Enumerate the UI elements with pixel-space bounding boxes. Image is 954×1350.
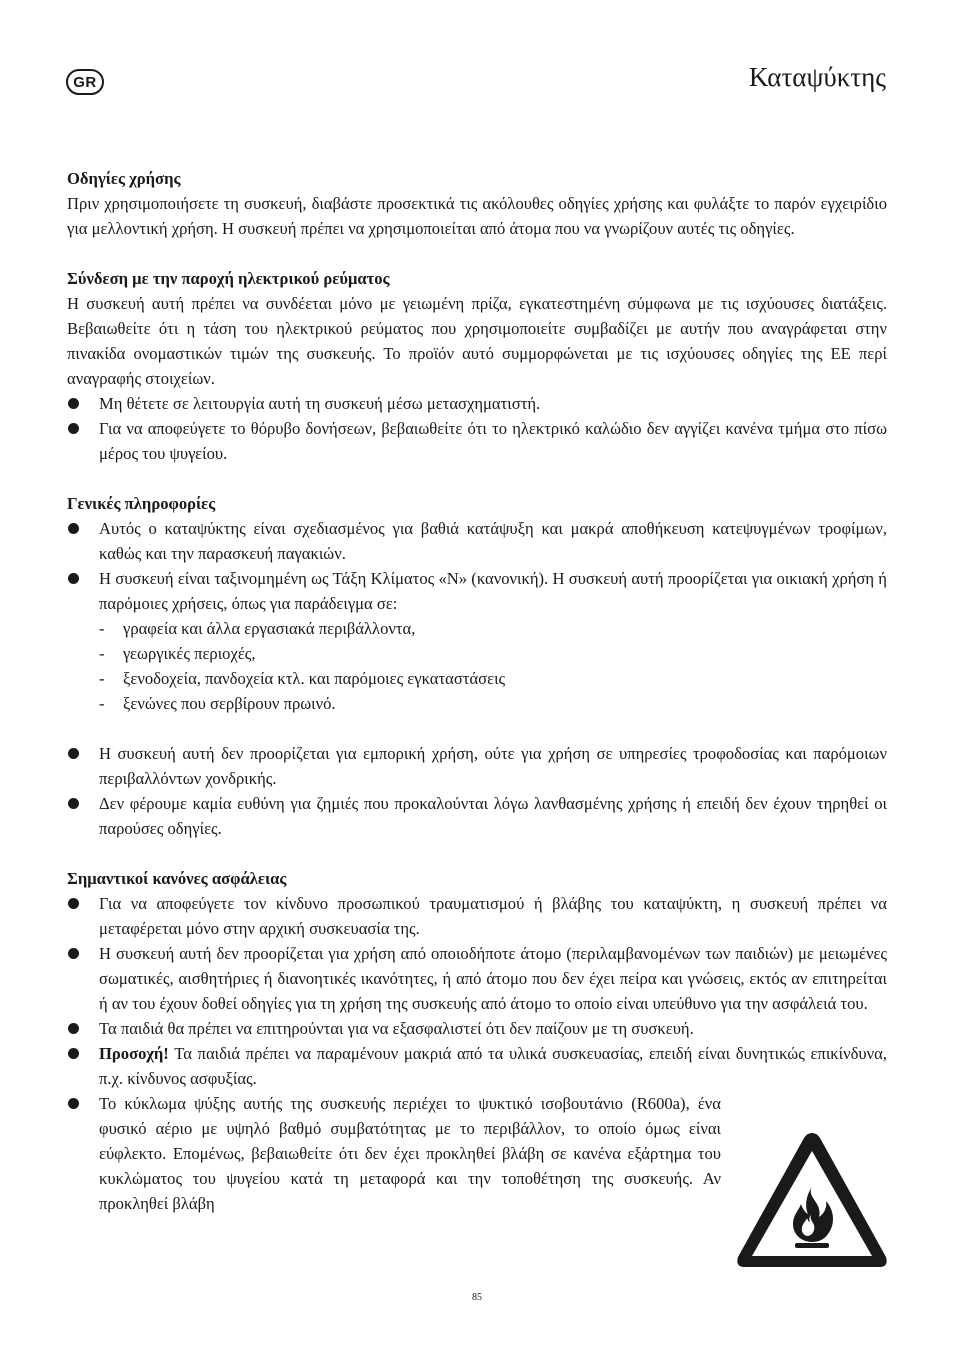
flame-base [795, 1243, 829, 1248]
bullet-item: Η συσκευή είναι ταξινομημένη ως Τάξη Κλίματος «N» (κανονική). Η συσκευή αυτή προορίζεται για οικιακή χρήση ή παρόμοιες χρήσεις, όπως για παράδειγμα σε: [67, 566, 887, 616]
bullet-item-caution [67, 1041, 887, 1091]
caution-label: Προσοχή! [99, 1044, 169, 1063]
page-title: Καταψύκτης [748, 62, 886, 92]
bullet-item: Για να αποφεύγετε το θόρυβο δονήσεων, βεβαιωθείτε ότι το ηλεκτρικό καλώδιο δεν αγγίζει κανένα τμήμα στο πίσω μέρος του ψυγείου. [67, 416, 887, 466]
section-heading: Σημαντικοί κανόνες ασφάλειας [67, 869, 287, 888]
section-heading: Γενικές πληροφορίες [67, 494, 216, 513]
bullet-item: Για να αποφεύγετε τον κίνδυνο προσωπικού τραυματισμού ή βλάβης του καταψύκτη, η συσκευή πρέπει να μεταφέρεται μόνο στην αρχική συσκευασία της. [67, 891, 887, 941]
bullet-list [67, 741, 887, 841]
section-usage [67, 166, 887, 241]
language-badge: GR [66, 69, 104, 95]
section-paragraph: Η συσκευή αυτή πρέπει να συνδέεται μόνο με γειωμένη πρίζα, εγκατεστημένη σύμφωνα με τις ισχύουσες διατάξεις. Βεβαιωθείτε ότι η τάση του ηλεκτρικού ρεύματος που χρησιμοποιείτε συμβαδίζει με αυτήν που αναγράφεται στην πινακίδα ονομαστικών τιμών της συσκευής. Το προϊόν αυτό συμμορφώνεται με τις ισχύουσες οδηγίες της ΕΕ περί αναγραφής στοιχείων. [67, 294, 887, 388]
dash-item: - ξενώνες που σερβίρουν πρωινό. [99, 691, 887, 716]
bullet-item: Μη θέτετε σε λειτουργία αυτή τη συσκευή μέσω μετασχηματιστή. [67, 391, 887, 416]
section-general [67, 491, 887, 841]
caution-text: Τα παιδιά πρέπει να παραμένουν μακριά από τα υλικά συσκευασίας, επειδή είναι δυνητικώς επικίνδυνα, π.χ. κίνδυνος ασφυξίας. [99, 1044, 887, 1088]
bullet-item: Δεν φέρουμε καμία ευθύνη για ζημιές που προκαλούνται λόγω λανθασμένης χρήσης ή επειδή δεν έχουν τηρηθεί οι παρούσες οδηγίες. [67, 791, 887, 841]
bullet-item: Η συσκευή αυτή δεν προορίζεται για χρήση από οποιοδήποτε άτομο (περιλαμβανομένων των παιδιών) με μειωμένες σωματικές, αισθητήριες ή διανοητικές ικανότητες, ή από άτομο που δεν έχει πείρα και γνώσεις, εκτός αν επιτηρείται ή αν του έχουν δοθεί οδηγίες για τη χρήση της συσκευής από άτομο το οποίο είναι υπεύθυνο για την ασφάλειά του. [67, 941, 887, 1016]
document-body [67, 166, 887, 1241]
page-number: 85 [472, 1292, 482, 1303]
bullet-list [67, 516, 887, 616]
section-heading: Οδηγίες χρήσης [67, 169, 181, 188]
bullet-item: Τα παιδιά θα πρέπει να επιτηρούνται για να εξασφαλιστεί ότι δεν παίζουν με τη συσκευή. [67, 1016, 887, 1041]
bullet-item-refrigerant: Το κύκλωμα ψύξης αυτής της συσκευής περιέχει το ψυκτικό ισοβουτάνιο (R600a), ένα φυσικό αέριο με υψηλό βαθμό συμβατότητας με το περιβάλλον, το οποίο όμως είναι εύφλεκτο. Επομένως, βεβαιωθείτε ότι δεν έχει προκληθεί βλάβη σε κανένα εξάρτημα του κυκλώματος του ψυγείου κατά τη μεταφορά και την τοποθέτηση της συσκευής. Αν προκληθεί βλάβη [67, 1091, 721, 1216]
dash-item: - ξενοδοχεία, πανδοχεία κτλ. και παρόμοιες εγκαταστάσεις [99, 666, 887, 691]
flammable-warning-icon [735, 1131, 889, 1269]
section-heading: Σύνδεση με την παροχή ηλεκτρικού ρεύματος [67, 269, 390, 288]
section-paragraph: Πριν χρησιμοποιήσετε τη συσκευή, διαβάστε προσεκτικά τις ακόλουθες οδηγίες χρήσης και φυλάξτε το παρόν εγχειρίδιο για μελλοντική χρήση. Η συσκευή πρέπει να χρησιμοποιείται από άτομα που να γνωρίζουν αυτές τις οδηγίες. [67, 194, 887, 238]
bullet-item: Αυτός ο καταψύκτης είναι σχεδιασμένος για βαθιά κατάψυξη και μακρά αποθήκευση κατεψυγμένων τροφίμων, καθώς και την παρασκευή παγακιών. [67, 516, 887, 566]
section-power [67, 266, 887, 466]
bullet-list [67, 391, 887, 466]
dash-item: - γεωργικές περιοχές, [99, 641, 887, 666]
bullet-item: Η συσκευή αυτή δεν προορίζεται για εμπορική χρήση, ούτε για χρήση σε υπηρεσίες τροφοδοσίας και παρόμοιων περιβαλλόντων χονδρικής. [67, 741, 887, 791]
dash-list [99, 616, 887, 716]
dash-item: - γραφεία και άλλα εργασιακά περιβάλλοντα, [99, 616, 887, 641]
spacer [67, 716, 887, 741]
